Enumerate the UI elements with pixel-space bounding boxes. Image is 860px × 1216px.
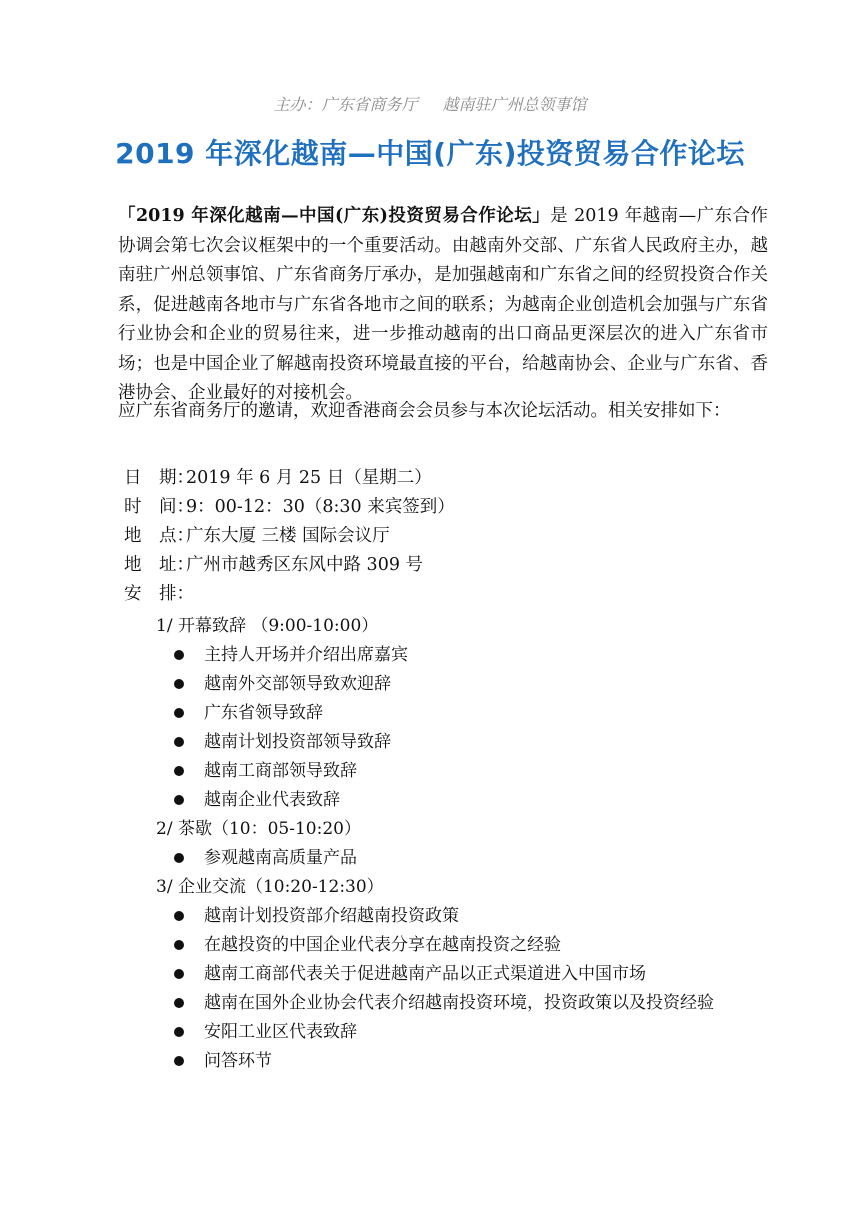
agenda-item-text: 越南计划投资部介绍越南投资政策 xyxy=(204,906,459,926)
intro-highlight: 「2019 年深化越南—中国(广东)投资贸易合作论坛」 xyxy=(118,206,551,226)
agenda-item xyxy=(156,1018,714,1047)
agenda-item xyxy=(156,989,714,1018)
detail-label: 时 间： xyxy=(124,497,194,517)
event-details xyxy=(124,464,455,609)
intro-body: 是 2019 年越南—广东合作协调会第七次会议框架中的一个重要活动。由越南外交部、广东省人民政府主办，越南驻广州总领事馆、广东省商务厅承办，是加强越南和广东省之间的经贸投资合作关系，促进越南各地市与广东省各地市之间的联系；为越南企业创造机会加强与广东省行业协会和企业的贸易往来，进一步推动越南的出口商品更深层次的进入广东省市场；也是中国企业了解越南投资环境最直接的平台，给越南协会、企业与广东省、香港协会、企业最好的对接机会。 xyxy=(118,206,768,403)
agenda-item xyxy=(156,960,714,989)
invite-paragraph: 应广东省商务厅的邀请，欢迎香港商会会员参与本次论坛活动。相关安排如下： xyxy=(118,401,731,421)
agenda-item xyxy=(156,931,714,960)
bullet-icon xyxy=(174,766,184,776)
detail-label: 日 期： xyxy=(124,468,194,488)
bullet-icon xyxy=(174,998,184,1008)
bullet-icon xyxy=(174,1056,184,1066)
page-title: 2019 年深化越南—中国(广东)投资贸易合作论坛 xyxy=(115,137,745,170)
agenda-item xyxy=(156,699,714,728)
agenda-item-text: 主持人开场并介绍出席嘉宾 xyxy=(204,645,408,665)
organizer-primary: 主办：广东省商务厅 xyxy=(273,95,418,114)
agenda-section-title: 1/ 开幕致辞 （9:00-10:00） xyxy=(156,616,379,636)
agenda-item xyxy=(156,757,714,786)
organizers-line xyxy=(0,92,860,115)
detail-value: 2019 年 6 月 25 日（星期二） xyxy=(186,468,432,488)
detail-venue xyxy=(124,522,455,551)
detail-label: 地 点： xyxy=(124,526,194,546)
intro-paragraph xyxy=(118,202,768,409)
agenda-section-title: 3/ 企业交流（10:20-12:30） xyxy=(156,877,384,897)
detail-value: 广东大厦 三楼 国际会议厅 xyxy=(186,526,390,546)
bullet-icon xyxy=(174,969,184,979)
detail-schedule xyxy=(124,580,455,609)
agenda-item xyxy=(156,786,714,815)
organizer-secondary: 越南驻广州总领事馆 xyxy=(442,95,587,114)
agenda-item xyxy=(156,728,714,757)
bullet-icon xyxy=(174,708,184,718)
agenda-item xyxy=(156,844,714,873)
agenda-item-text: 越南企业代表致辞 xyxy=(204,790,340,810)
agenda-item-text: 越南工商部领导致辞 xyxy=(204,761,357,781)
bullet-icon xyxy=(174,737,184,747)
agenda-item-text: 越南工商部代表关于促进越南产品以正式渠道进入中国市场 xyxy=(204,964,646,984)
agenda-item-text: 广东省领导致辞 xyxy=(204,703,323,723)
agenda-item-text: 越南计划投资部领导致辞 xyxy=(204,732,391,752)
agenda-item-text: 参观越南高质量产品 xyxy=(204,848,357,868)
agenda-item xyxy=(156,902,714,931)
agenda-item-text: 越南在国外企业协会代表介绍越南投资环境，投资政策以及投资经验 xyxy=(204,993,714,1013)
agenda-item xyxy=(156,670,714,699)
agenda-section-title: 2/ 茶歇（10：05-10:20） xyxy=(156,819,361,839)
agenda-item-text: 安阳工业区代表致辞 xyxy=(204,1022,357,1042)
agenda-item-text: 问答环节 xyxy=(204,1051,272,1071)
bullet-icon xyxy=(174,795,184,805)
agenda xyxy=(156,612,714,1076)
bullet-icon xyxy=(174,853,184,863)
bullet-icon xyxy=(174,1027,184,1037)
detail-time xyxy=(124,493,455,522)
agenda-item xyxy=(156,641,714,670)
bullet-icon xyxy=(174,650,184,660)
detail-value: 9：00-12：30（8:30 来宾签到） xyxy=(186,497,455,517)
agenda-item-text: 在越投资的中国企业代表分享在越南投资之经验 xyxy=(204,935,561,955)
detail-value: 广州市越秀区东风中路 309 号 xyxy=(186,555,424,575)
detail-date xyxy=(124,464,455,493)
bullet-icon xyxy=(174,911,184,921)
bullet-icon xyxy=(174,679,184,689)
detail-label: 安 排： xyxy=(124,584,194,604)
bullet-icon xyxy=(174,940,184,950)
agenda-item xyxy=(156,1047,714,1076)
agenda-item-text: 越南外交部领导致欢迎辞 xyxy=(204,674,391,694)
detail-address xyxy=(124,551,455,580)
detail-label: 地 址： xyxy=(124,555,194,575)
